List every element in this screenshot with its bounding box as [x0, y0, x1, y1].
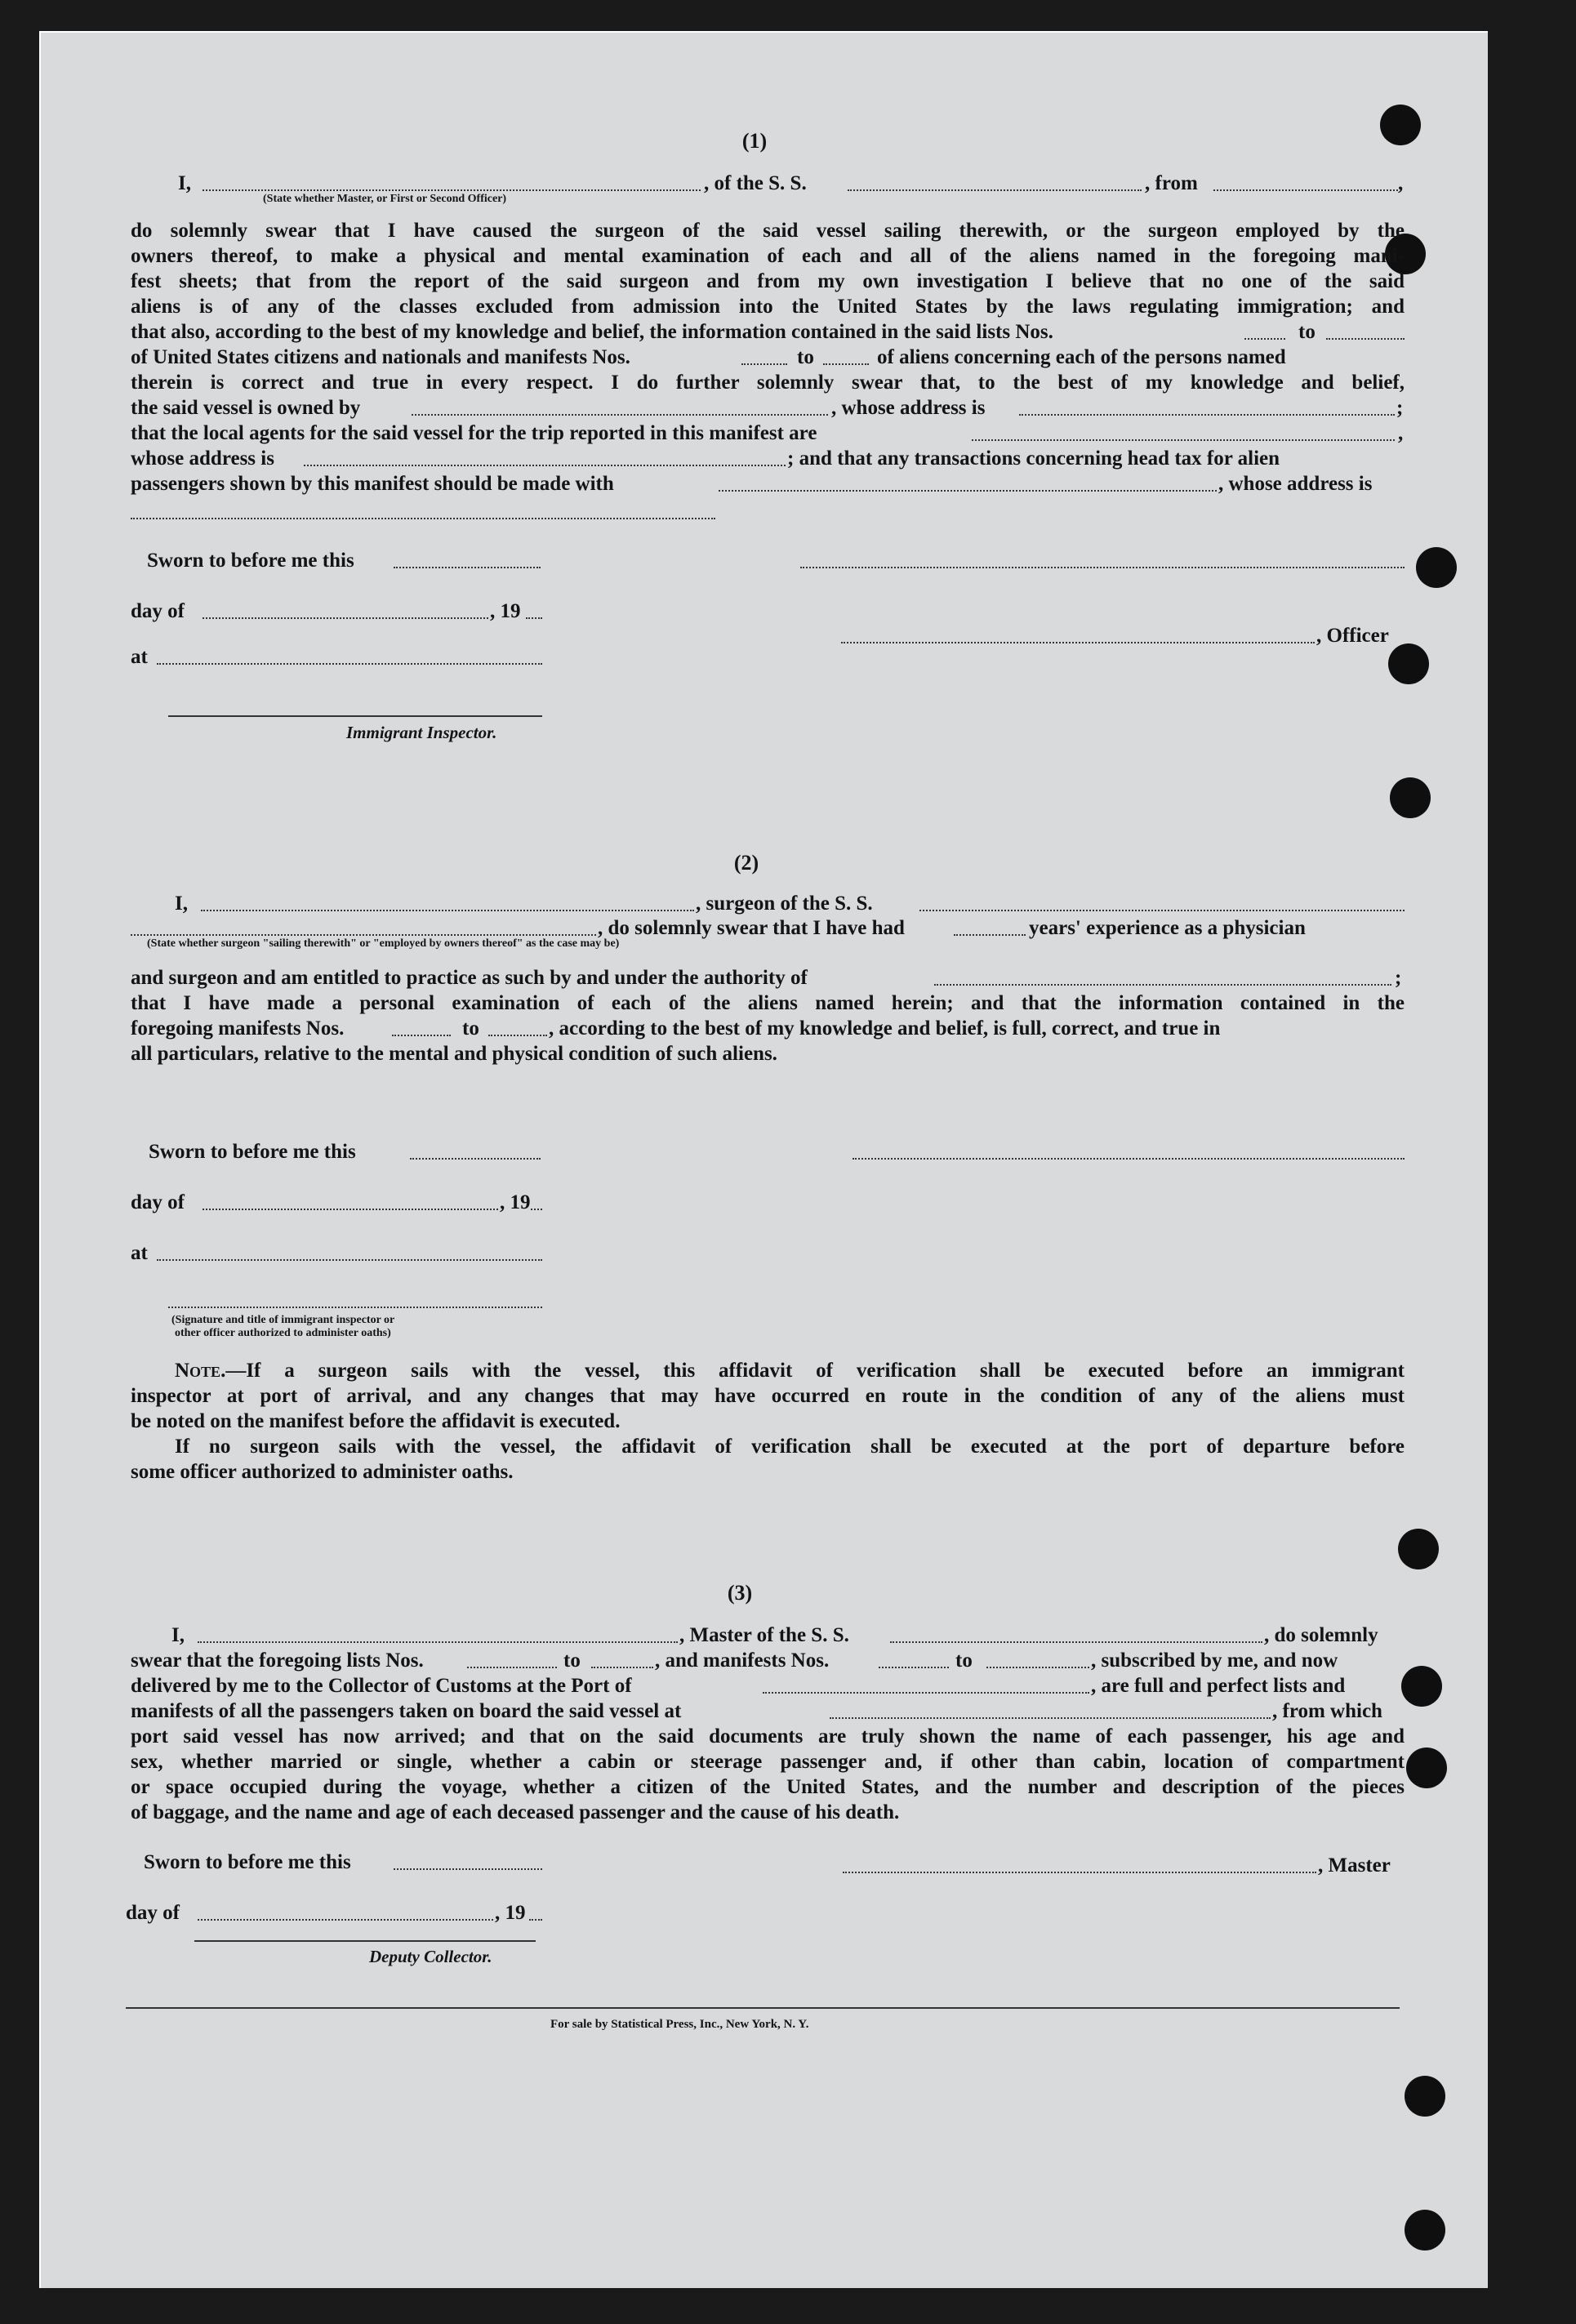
boarding-port-field[interactable] [830, 1717, 1271, 1719]
s2-sworn-date-field[interactable] [410, 1158, 541, 1160]
s2-p3c: , according to the best of my knowledge and belief, is full, correct, and true in [549, 1017, 1221, 1040]
note-line-2: inspector at port of arrival, and any changes that may have occurred en route in the condition of any of the aliens must [131, 1385, 1405, 1407]
s1-dayof: day of [131, 600, 185, 622]
s3-para-line: of baggage, and the name and age of each deceased passenger and the cause of his death. [131, 1801, 900, 1823]
s1-p9a: that the local agents for the said vessel for the trip reported in this manifest are [131, 422, 817, 444]
s1-at: at [131, 646, 148, 668]
head-tax-contact-field[interactable] [719, 490, 1217, 492]
punch-hole [1401, 1666, 1442, 1707]
officer-signature-field[interactable] [841, 642, 1315, 643]
s3-l4a: manifests of all the passengers taken on board the said vessel at [131, 1700, 682, 1722]
deputy-collector-signature-line[interactable] [194, 1940, 536, 1942]
s1-p11a: passengers shown by this manifest should be made with [131, 473, 614, 495]
s1-p8b: , whose address is [831, 397, 986, 419]
s1-para-line: fest sheets; that from the report of the said surgeon and from my own investigation I believe that no one of the said [131, 270, 1405, 292]
s1-caption: (State whether Master, or First or Second Officer) [263, 193, 507, 205]
s3-dayof: day of [126, 1902, 180, 1924]
departure-port-field[interactable] [1213, 189, 1398, 191]
punch-hole [1416, 547, 1457, 588]
s1-sworn-date-field[interactable] [394, 567, 541, 568]
s2-place-field[interactable] [157, 1259, 542, 1261]
s1-p9b: , [1398, 422, 1404, 444]
s1-inspector: Immigrant Inspector. [346, 723, 497, 742]
s1-of-ss: , of the S. S. [704, 172, 807, 194]
s1-p6a: of United States citizens and nationals and manifests Nos. [131, 346, 630, 368]
note-line-5: some officer authorized to administer oaths. [131, 1461, 514, 1483]
citizen-list-from-field[interactable] [1244, 338, 1285, 340]
s1-p6c: of aliens concerning each of the persons named [877, 346, 1286, 368]
alien-manifest-from-field[interactable] [741, 363, 787, 365]
s3-vessel-field[interactable] [890, 1641, 1262, 1643]
s1-p5b: to [1298, 321, 1316, 343]
s2-p3a: foregoing manifests Nos. [131, 1017, 345, 1040]
s2-year-field[interactable] [531, 1209, 542, 1210]
s2-inspector-signature-field[interactable] [168, 1307, 542, 1308]
s3-l2d: to [955, 1650, 973, 1672]
citizen-list-to-field[interactable] [1326, 338, 1405, 340]
surgeon-signature-field[interactable] [853, 1158, 1405, 1160]
s2-p1a: and surgeon and am entitled to practice as such by and under the authority of [131, 967, 808, 989]
s1-para-line: aliens is of any of the classes excluded from admission into the United States by the laws regulating immigration; and [131, 296, 1405, 318]
s2-year: , 19 [500, 1191, 531, 1213]
s3-l1a: I, [171, 1624, 185, 1646]
s3-manifests-to-field[interactable] [986, 1667, 1089, 1668]
s1-officer: , Officer [1316, 625, 1389, 647]
s3-l2c: , and manifests Nos. [655, 1650, 830, 1672]
s1-from: , from [1145, 172, 1198, 194]
s3-l3b: , are full and perfect lists and [1091, 1675, 1346, 1697]
practice-authority-field[interactable] [934, 984, 1391, 986]
s3-l3a: delivered by me to the Collector of Customs at the Port of [131, 1675, 632, 1697]
s1-p5a: that also, according to the best of my knowledge and belief, the information contained in the said lists Nos. [131, 321, 1053, 343]
s1-para-line: therein is correct and true in every respect. I do further solemnly swear that, to the best of my knowledge and belief, [131, 372, 1405, 394]
manifest-back-page [39, 31, 1488, 2288]
s2-para-line: that I have made a personal examination of each of the aliens named herein; and that the information contained in the [131, 992, 1405, 1014]
inspector-signature-line[interactable] [168, 715, 542, 717]
officer-name-field[interactable] [203, 189, 701, 191]
officer-signature-top-field[interactable] [800, 567, 1405, 568]
s2-manifest-to-field[interactable] [488, 1035, 547, 1036]
s3-day-field[interactable] [198, 1919, 493, 1921]
s2-day-field[interactable] [203, 1209, 498, 1210]
s1-place-field[interactable] [157, 663, 542, 665]
vessel-owner-field[interactable] [412, 414, 828, 416]
note-line-3: be noted on the manifest before the affidavit is executed. [131, 1410, 621, 1432]
s1-para-line: do solemnly swear that I have caused the surgeon of the said vessel sailing therewith, or the surgeon employed by the [131, 220, 1405, 242]
s2-l1b: , surgeon of the S. S. [696, 893, 873, 915]
s2-l1a: I, [175, 893, 188, 915]
s3-l1b: , Master of the S. S. [679, 1624, 849, 1646]
s3-year-field[interactable] [529, 1919, 542, 1921]
s1-year-field[interactable] [526, 617, 542, 619]
punch-hole [1390, 777, 1431, 818]
section-3-heading: (3) [727, 1581, 753, 1605]
punch-hole [1380, 105, 1421, 145]
s1-p10a: whose address is [131, 447, 274, 470]
s1-p8a: the said vessel is owned by [131, 397, 361, 419]
agents-address-field[interactable] [304, 465, 786, 466]
punch-hole [1406, 1747, 1447, 1788]
s1-p11b: , whose address is [1218, 473, 1373, 495]
section-1-heading: (1) [741, 129, 768, 153]
s2-para-line: all particulars, relative to the mental and physical condition of such aliens. [131, 1043, 777, 1065]
s1-day-field[interactable] [203, 617, 488, 619]
surgeon-status-field[interactable] [131, 934, 596, 936]
surgeon-name-field[interactable] [201, 910, 694, 911]
s2-p3b: to [462, 1017, 479, 1040]
s2-caption: (State whether surgeon "sailing therewith" or "employed by owners thereof" as the case may be) [147, 937, 620, 950]
s3-year: , 19 [495, 1902, 526, 1924]
s3-l2e: , subscribed by me, and now [1091, 1650, 1338, 1672]
s3-deputy: Deputy Collector. [369, 1947, 492, 1966]
s1-para-line: owners thereof, to make a physical and mental examination of each and all of the aliens named in the foregoing mani- [131, 245, 1405, 267]
master-signature-field[interactable] [843, 1872, 1316, 1873]
punch-hole [1405, 2210, 1445, 2251]
s2-dayof: day of [131, 1191, 185, 1213]
s2-sworn: Sworn to before me this [149, 1141, 356, 1163]
footer-rule [126, 2007, 1400, 2009]
s3-lists-from-field[interactable] [467, 1667, 557, 1668]
s1-line1-end: , [1398, 172, 1404, 194]
s3-master: , Master [1318, 1854, 1391, 1877]
s3-para-line: port said vessel has now arrived; and that on the said documents are truly shown the name of each passenger, his age and [131, 1725, 1405, 1747]
note-line-4: If no surgeon sails with the vessel, the affidavit of verification shall be executed at the port of departure before [175, 1436, 1405, 1458]
s2-manifest-from-field[interactable] [392, 1035, 451, 1036]
note-line-1 [175, 1360, 1405, 1381]
s1-sworn: Sworn to before me this [147, 550, 354, 572]
s3-l4b: , from which [1272, 1700, 1382, 1722]
s1-year: , 19 [490, 600, 521, 622]
experience-years-field[interactable] [954, 934, 1026, 936]
section-2-heading: (2) [733, 851, 759, 875]
local-agents-field[interactable] [972, 439, 1395, 441]
s2-vessel-field[interactable] [919, 910, 1405, 911]
s2-l2b: years' experience as a physician [1029, 917, 1306, 939]
note-label: Note. [175, 1360, 226, 1382]
s1-p6b: to [797, 346, 814, 368]
note-text-1: —If a surgeon sails with the vessel, this affidavit of verification shall be executed before an immigrant [225, 1360, 1405, 1382]
punch-hole [1388, 643, 1429, 684]
vessel-name-field[interactable] [848, 189, 1142, 191]
s1-p10b: ; and that any transactions concerning head tax for alien [787, 447, 1280, 470]
s2-sig-caption-1: (Signature and title of immigrant inspector or [171, 1314, 395, 1326]
s3-manifests-from-field[interactable] [879, 1667, 949, 1668]
s3-l1c: , do solemnly [1264, 1624, 1378, 1646]
s1-p8c: ; [1396, 397, 1404, 419]
s2-sig-caption-2: other officer authorized to administer oaths) [175, 1327, 391, 1339]
head-tax-address-field[interactable] [131, 518, 715, 519]
s3-para-line: or space occupied during the voyage, whether a citizen of the United States, and the number and description of the pieces [131, 1776, 1405, 1798]
s3-l2b: to [563, 1650, 581, 1672]
s3-sworn-date-field[interactable] [394, 1868, 542, 1870]
s2-l2a: , do solemnly swear that I have had [598, 917, 905, 939]
s3-para-line: sex, whether married or single, whether a cabin or steerage passenger and, if other than cabin, location of compartment [131, 1751, 1405, 1773]
alien-manifest-to-field[interactable] [823, 363, 869, 365]
s3-sworn: Sworn to before me this [144, 1851, 351, 1873]
s3-lists-to-field[interactable] [591, 1667, 653, 1668]
punch-hole [1405, 2076, 1445, 2117]
customs-port-field[interactable] [763, 1692, 1089, 1694]
s2-p1b: ; [1395, 967, 1402, 989]
punch-hole [1398, 1529, 1439, 1569]
owner-address-field[interactable] [1019, 414, 1395, 416]
master-name-field[interactable] [198, 1641, 678, 1643]
s1-line1-i: I, [178, 172, 191, 194]
printer-imprint: For sale by Statistical Press, Inc., New York, N. Y. [550, 2018, 809, 2031]
s2-at: at [131, 1242, 148, 1264]
s3-l2a: swear that the foregoing lists Nos. [131, 1650, 424, 1672]
